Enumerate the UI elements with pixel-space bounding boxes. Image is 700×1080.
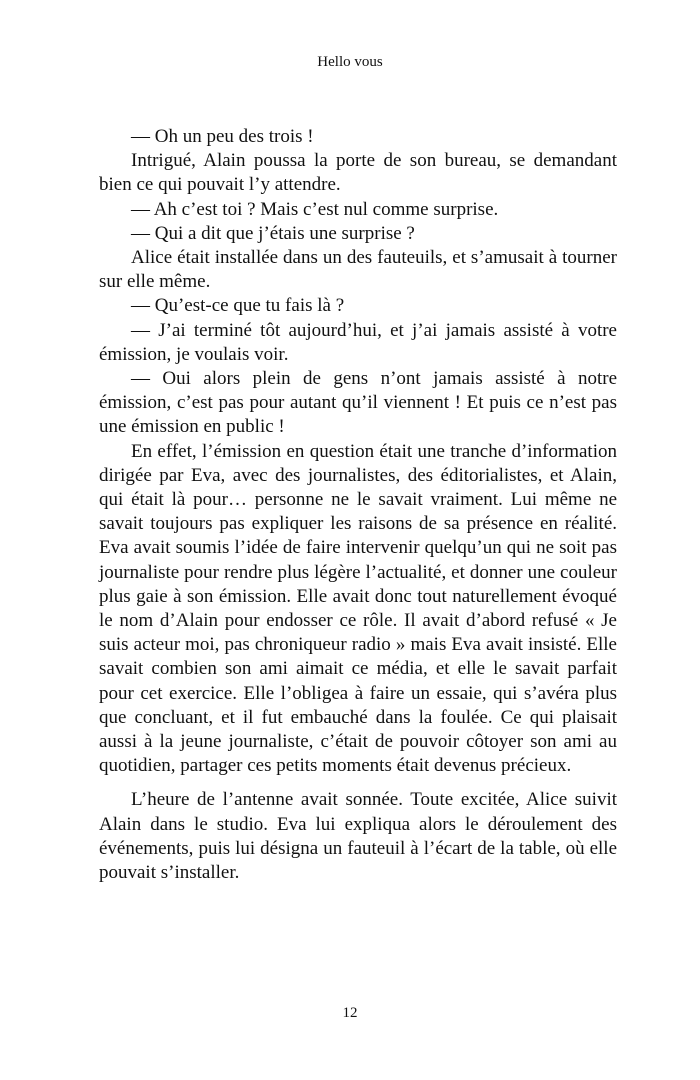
paragraph-dialogue: — J’ai terminé tôt aujourd’hui, et j’ai jamais assisté à votre émission, je voulais voir. (99, 319, 617, 365)
paragraph-dialogue: — Oh un peu des trois ! (131, 126, 314, 147)
body-text (99, 125, 617, 885)
page-number: 12 (342, 1005, 358, 1021)
paragraph-dialogue: — Qu’est-ce que tu fais là ? (131, 295, 345, 317)
paragraph: Alice était installée dans un des fauteuils, et s’amusait à tourner sur elle même. (99, 247, 617, 293)
paragraph: Intrigué, Alain poussa la porte de son bureau, se demandant bien ce qui pouvait l’y attendre. (99, 150, 617, 196)
paragraph: En effet, l’émission en question était une tranche d’information dirigée par Eva, avec des journalistes, des éditorialistes, et Alain, qui était là pour… personne ne le savait vraiment. Lui même ne savait toujours pas expliquer les raisons de sa présence en réalité. Eva avait soumis l’idée de faire intervenir quelqu’un qui ne soit pas journaliste pour rendre plus légère l’actualité, et donner une couleur plus gaie à son émission. Elle avait donc tout naturellement évoqué le nom d’Alain pour endosser ce rôle. Il avait d’abord refusé « Je suis acteur moi, pas chroniqueur radio » mais Eva avait insisté. Elle savait combien son ami aimait ce média, et elle le savait parfait pour cet exercice. Elle l’obligea à faire un essaie, qui s’avéra plus que concluant, et il fut embauché dans la foulée. Ce qui plaisait aussi à la jeune journaliste, c’était de pouvoir côtoyer son ami au quotidien, partager ces petits moments était devenus précieux. (99, 440, 617, 777)
paragraph-dialogue: — Oui alors plein de gens n’ont jamais assisté à notre émission, c’est pas pour autant qu’il viennent ! Et puis ce n’est pas une émission en public ! (99, 368, 617, 438)
paragraph-dialogue: — Qui a dit que j’étais une surprise ? (131, 222, 415, 244)
paragraph: L’heure de l’antenne avait sonnée. Toute excitée, Alice suivit Alain dans le studio. Eva lui expliqua alors le déroulement des événements, puis lui désigna un fauteuil à l’écart de la table, où elle pouvait s’installer. (99, 789, 617, 884)
paragraph-dialogue: — Ah c’est toi ? Mais c’est nul comme surprise. (131, 198, 499, 220)
running-head: Hello vous (317, 54, 383, 70)
